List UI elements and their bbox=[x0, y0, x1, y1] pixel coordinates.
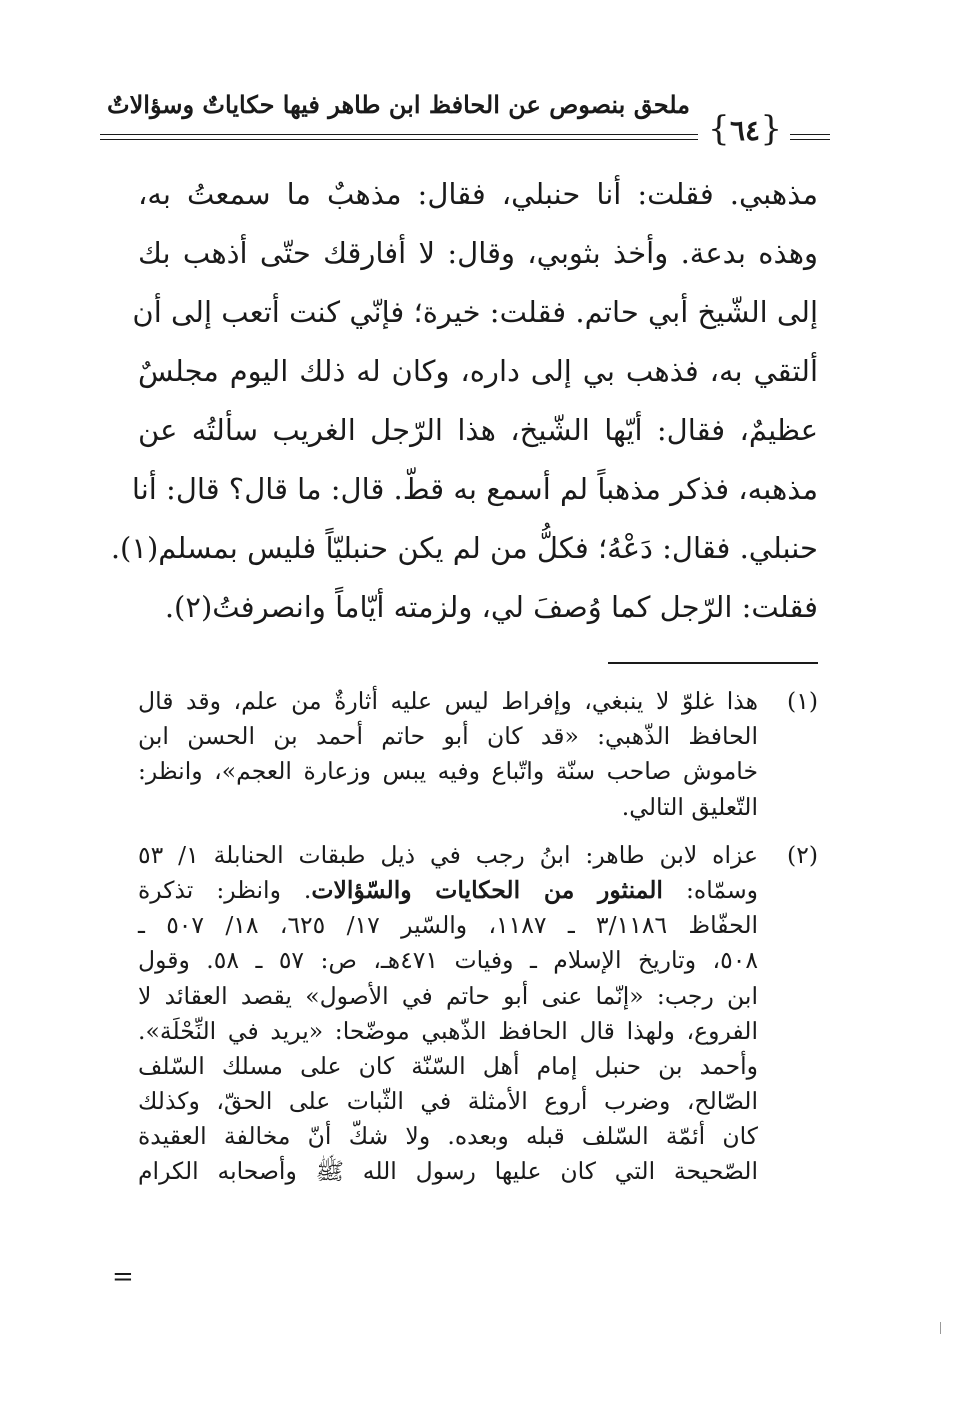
footnote-text: وسمّاه: bbox=[662, 875, 758, 904]
text-line: مذهبي. فقلت: أنا حنبلي، فقال: مذهبٌ ما سمعتُ به، bbox=[138, 177, 818, 211]
footnote-line: عزاه لابن طاهر: ابنُ رجب في ذيل طبقات الحنابلة ١/ ٥٣ bbox=[138, 840, 759, 869]
text-line: ألتقي به، فذهب بي إلى داره، وكان له ذلك اليوم مجلسٌ bbox=[138, 354, 818, 388]
book-title: المنثور من الحكايات والسّؤالات bbox=[311, 875, 663, 904]
continuation-mark: = bbox=[112, 1262, 134, 1292]
text-line: حنبلي. فقال: دَعْهُ؛ فكلُّ من لم يكن حنبليّاً فليس بمسلم(١). bbox=[110, 531, 818, 565]
footnote-line: الحفّاظ ٣/١١٨٦ ـ ١١٨٧، والسّير ١٧/ ٦٢٥، ١٨/ ٥٠٧ ـ bbox=[138, 911, 759, 940]
footnote-separator bbox=[608, 662, 818, 664]
text-line: عظيمٌ، فقال: أيّها الشّيخ، هذا الرّجل الغريب سألتُه عن bbox=[138, 413, 818, 447]
page-number: { ٦٤ } bbox=[706, 110, 784, 152]
footnote-line: التّعليق التالي. bbox=[621, 792, 758, 821]
footnote-line: الفروع، ولهذا قال الحافظ الذّهبي موضّحا: «يريد في النِّحْلَة». bbox=[138, 1016, 758, 1045]
footnote-line: ٥٠٨، وتاريخ الإسلام ـ وفيات ٤٧١هـ، ص: ٥٧ ـ ٥٨. وقول bbox=[138, 946, 758, 975]
footnote-marker: (١) bbox=[787, 687, 818, 715]
footnote-line: ابن رجب: «إنّما عنى أبو حاتم في الأصول» يقصد العقائد لا bbox=[138, 981, 758, 1010]
footnote-line: الصّحيحة التي كان عليها رسول الله ﷺ وأصحابه الكرام bbox=[138, 1157, 758, 1186]
footnote-text: . وانظر: تذكرة bbox=[138, 875, 312, 904]
footnote-marker: (٢) bbox=[787, 840, 818, 869]
footnote-2 bbox=[138, 838, 818, 1190]
footnote-line: هذا غلوّ لا ينبغي، وإفراط ليس عليه أثارةٌ من علم، وقد قال bbox=[138, 687, 758, 715]
footnote-line: الصّالح، وضرب أروع الأمثلة في الثّبات على الحقّ، وكذلك bbox=[138, 1087, 758, 1116]
text-line: مذهبه، فذكر مذهباً لم أسمع به قطّ. قال: ما قال؟ قال: أنا bbox=[131, 472, 818, 506]
header-rule-left bbox=[100, 134, 698, 140]
header-title: ملحق بنصوص عن الحافظ ابن طاهر فيها حكاياتٌ وسؤالاتٌ bbox=[107, 90, 690, 119]
text-line: إلى الشّيخ أبي حاتم. فقلت: خيرة؛ فإنّي كنت أتعب إلى أن bbox=[132, 295, 818, 329]
footnote-line: خاموش صاحب سنّة واتّباع وفيه يبس وزعارة العجم»، وانظر: bbox=[138, 757, 758, 786]
footnote-line: وأحمد بن حنبل إمام أهل السّنّة كان على مسلك السّلف bbox=[138, 1051, 758, 1080]
text-line: وهذه بدعة. وأخذ بثوبي، وقال: لا أفارقك حتّى أذهب بك bbox=[138, 236, 818, 270]
margin-mark bbox=[940, 1322, 942, 1334]
footnote-1 bbox=[138, 684, 818, 825]
footnote-line bbox=[138, 873, 758, 908]
text-line: فقلت: الرّجل كما وُصفَ لي، ولزمته أيّاماً وانصرفتُ(٢). bbox=[164, 590, 818, 624]
header-rule-right bbox=[790, 134, 830, 140]
main-text bbox=[110, 172, 818, 644]
footnotes bbox=[138, 684, 818, 1190]
footnote-line: الحافظ الذّهبي: «قد كان أبو حاتم أحمد بن الحسن ابن bbox=[138, 722, 758, 751]
running-header bbox=[100, 88, 830, 148]
footnote-line: كان أئمّة السّلف قبله وبعده. ولا شكّ أنّ مخالفة العقيدة bbox=[138, 1122, 758, 1151]
